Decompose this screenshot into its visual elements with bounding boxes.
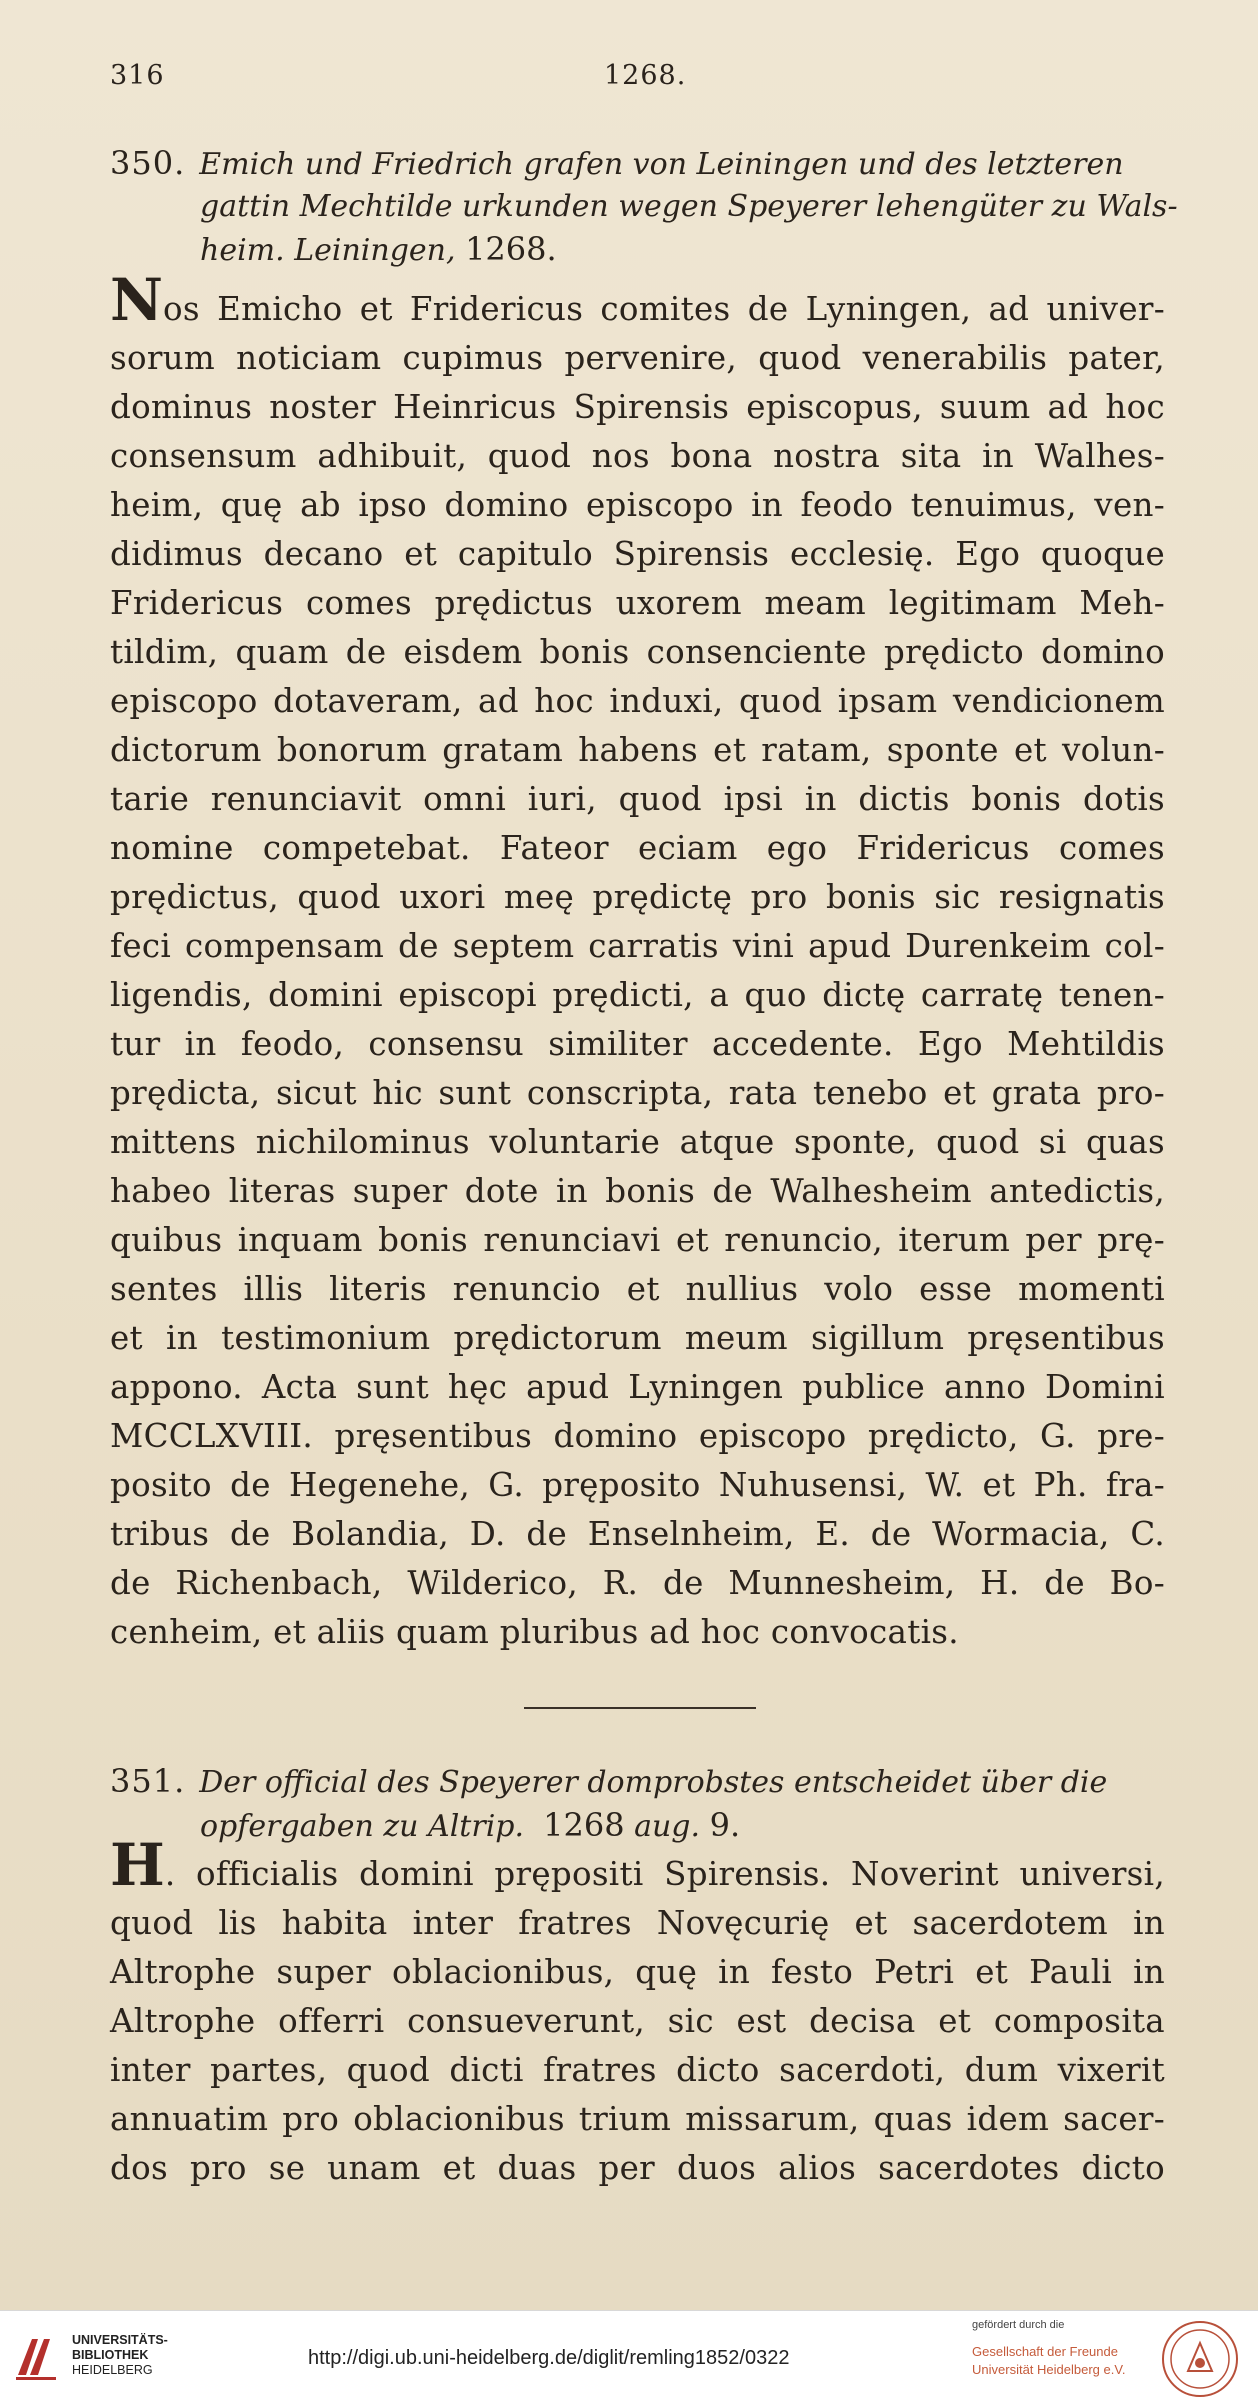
document-351-heading: [110, 1760, 1165, 1848]
body-line: H. officialis domini prępositi Spirensis. Noverint universi,: [110, 1831, 1165, 1899]
body-line: habeo literas super dote in bonis de Walhesheim antedictis,: [110, 1172, 1165, 1210]
running-year: 1268.: [604, 60, 687, 91]
body-line: et in testimonium prędictorum meum sigillum pręsentibus: [110, 1319, 1165, 1357]
body-line: dos pro se unam et duas per duos alios sacerdotes dicto: [110, 2149, 1165, 2187]
body-line: quibus inquam bonis renunciavi et renuncio, iterum per prę-: [110, 1221, 1165, 1259]
body-line: prędicta, sicut hic sunt conscripta, rata tenebo et grata pro-: [110, 1074, 1165, 1112]
body-line: sentes illis literis renuncio et nullius volo esse momenti: [110, 1270, 1165, 1308]
body-line: heim, quę ab ipso domino episcopo in feodo tenuimus, ven-: [110, 486, 1165, 524]
body-line: quod lis habita inter fratres Novęcurię et sacerdotem in: [110, 1904, 1165, 1942]
body-line: Fridericus comes prędictus uxorem meam legitimam Meh-: [110, 584, 1165, 622]
body-line: posito de Hegenehe, G. pręposito Nuhusensi, W. et Ph. fra-: [110, 1466, 1165, 1504]
digital-copy-link[interactable]: http://digi.ub.uni-heidelberg.de/diglit/remling1852/0322: [308, 2347, 790, 2369]
body-line: de Richenbach, Wilderico, R. de Munnesheim, H. de Bo-: [110, 1564, 1165, 1602]
heading-line: Der official des Speyerer domprobstes entscheidet über die: [199, 1765, 1108, 1800]
body-line: dictorum bonorum gratam habens et ratam, sponte et volun-: [110, 731, 1165, 769]
body-line: tribus de Bolandia, D. de Enselnheim, E. de Wormacia, C.: [110, 1515, 1165, 1553]
document-number: 351.: [110, 1762, 186, 1800]
body-line: nomine competebat. Fateor eciam ego Fridericus comes: [110, 829, 1165, 867]
body-line: tarie renunciavit omni iuri, quod ipsi in dictis bonis dotis: [110, 780, 1165, 818]
sponsor-name: Gesellschaft der Freunde Universität Heidelberg e.V.: [972, 2344, 1126, 2377]
document-number: 350.: [110, 144, 186, 182]
body-line: feci compensam de septem carratis vini apud Durenkeim col-: [110, 927, 1165, 965]
body-line: Altrophe super oblacionibus, quę in festo Petri et Pauli in: [110, 1953, 1165, 1991]
body-line: inter partes, quod dicti fratres dicto sacerdoti, dum vixerit: [110, 2051, 1165, 2089]
document-350-body: [110, 266, 1165, 1657]
section-divider: [524, 1707, 756, 1709]
drop-initial: N: [110, 266, 164, 334]
body-line: Nos Emicho et Fridericus comites de Lyningen, ad univer-: [110, 266, 1165, 334]
date-day: 9.: [709, 1806, 741, 1844]
university-seal-icon: [1160, 2319, 1240, 2399]
heading-line: heim. Leiningen,: [200, 233, 456, 268]
heading-line: Emich und Friedrich grafen von Leiningen und des letzteren: [199, 147, 1124, 182]
document-350-heading: [110, 142, 1178, 272]
body-line: mittens nichilominus voluntarie atque sponte, quod si quas: [110, 1123, 1165, 1161]
body-line: dominus noster Heinricus Spirensis episcopus, suum ad hoc: [110, 388, 1165, 426]
body-line: Altrophe offerri consueverunt, sic est decisa et composita: [110, 2002, 1165, 2040]
body-line: appono. Acta sunt hęc apud Lyningen publice anno Domini: [110, 1368, 1165, 1406]
body-line: sorum noticiam cupimus pervenire, quod venerabilis pater,: [110, 339, 1165, 377]
body-line: annuatim pro oblacionibus trium missarum, quas idem sacer-: [110, 2100, 1165, 2138]
body-line: consensum adhibuit, quod nos bona nostra sita in Walhes-: [110, 437, 1165, 475]
university-library-logo-icon: [12, 2331, 62, 2383]
body-line: tildim, quam de eisdem bonis consenciente prędicto domino: [110, 633, 1165, 671]
body-line: MCCLXVIII. pręsentibus domino episcopo prędicto, G. pre-: [110, 1417, 1165, 1455]
page-number: 316: [110, 60, 165, 91]
library-name: UNIVERSITÄTS- BIBLIOTHEK HEIDELBERG: [72, 2333, 168, 2377]
body-line: prędictus, quod uxori meę prędictę pro bonis sic resignatis: [110, 878, 1165, 916]
body-line: didimus decano et capitulo Spirensis ecclesię. Ego quoque: [110, 535, 1165, 573]
drop-initial: H: [110, 1831, 165, 1899]
date-month: aug.: [634, 1809, 701, 1844]
document-351-body: [110, 1831, 1165, 2193]
heading-line: opfergaben zu Altrip.: [200, 1809, 525, 1844]
document-date: 1268.: [465, 230, 557, 268]
funded-by-label: gefördert durch die: [972, 2319, 1065, 2331]
heading-line: gattin Mechtilde urkunden wegen Speyerer lehengüter zu Wals-: [200, 189, 1178, 224]
body-line: cenheim, et aliis quam pluribus ad hoc convocatis.: [110, 1613, 959, 1651]
body-line: episcopo dotaveram, ad hoc induxi, quod ipsam vendicionem: [110, 682, 1165, 720]
body-line: tur in feodo, consensu similiter accedente. Ego Mehtildis: [110, 1025, 1165, 1063]
body-line: ligendis, domini episcopi prędicti, a quo dictę carratę tenen-: [110, 976, 1165, 1014]
document-date: 1268: [543, 1806, 625, 1844]
footer-bar: [0, 2310, 1258, 2401]
